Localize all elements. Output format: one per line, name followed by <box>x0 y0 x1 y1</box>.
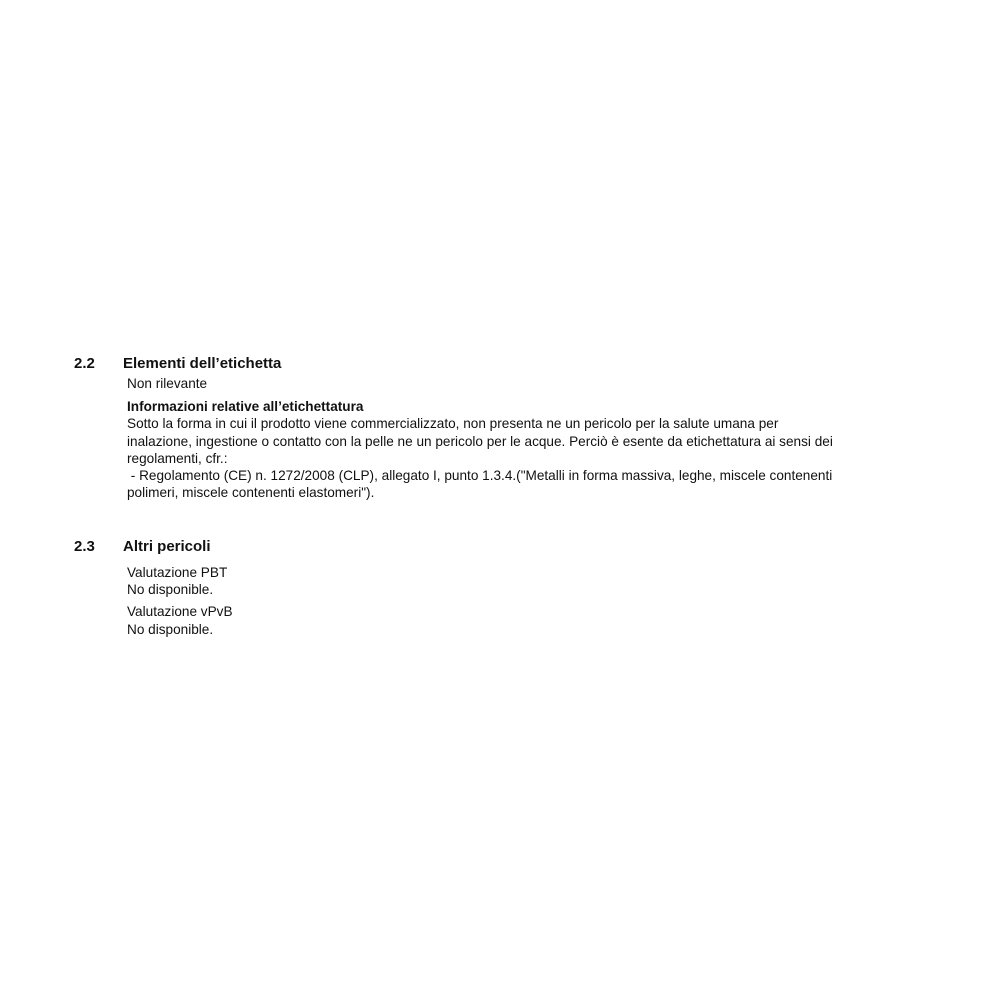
assessment-item-pbt <box>127 564 954 598</box>
section-2-3 <box>74 538 954 638</box>
status-text: Non rilevante <box>127 376 208 391</box>
assessment-label: Valutazione vPvB <box>127 604 233 620</box>
section-number: 2.3 <box>74 538 95 555</box>
paragraph-line: regolamenti, cfr.: <box>127 450 228 466</box>
paragraph-line: Sotto la forma in cui il prodotto viene commercializzato, non presenta ne un pericolo per la salute umana per <box>127 416 779 432</box>
section-2-2 <box>74 355 954 501</box>
section-title: Elementi dell’etichetta <box>123 355 282 372</box>
section-title: Altri pericoli <box>123 538 211 555</box>
assessment-item-vpvb <box>127 603 954 637</box>
paragraph-line: inalazione, ingestione o contatto con la pelle ne un pericolo per le acque. Perciò è esente da etichettatura ai sensi dei <box>127 433 833 449</box>
assessment-value: No disponible. <box>127 582 214 598</box>
labelling-paragraph <box>127 415 947 501</box>
section-body <box>127 375 954 501</box>
assessment-label: Valutazione PBT <box>127 565 228 580</box>
section-number: 2.2 <box>74 355 95 372</box>
subheading: Informazioni relative all’etichettatura <box>127 399 364 415</box>
regulation-line: - Regolamento (CE) n. 1272/2008 (CLP), allegato I, punto 1.3.4.("Metalli in forma massiva, leghe, miscele contenenti <box>127 468 833 484</box>
regulation-line: polimeri, miscele contenenti elastomeri"). <box>127 485 375 501</box>
assessment-value: No disponible. <box>127 621 214 637</box>
section-body <box>127 564 954 638</box>
section-heading <box>74 355 954 375</box>
section-heading <box>74 538 954 558</box>
